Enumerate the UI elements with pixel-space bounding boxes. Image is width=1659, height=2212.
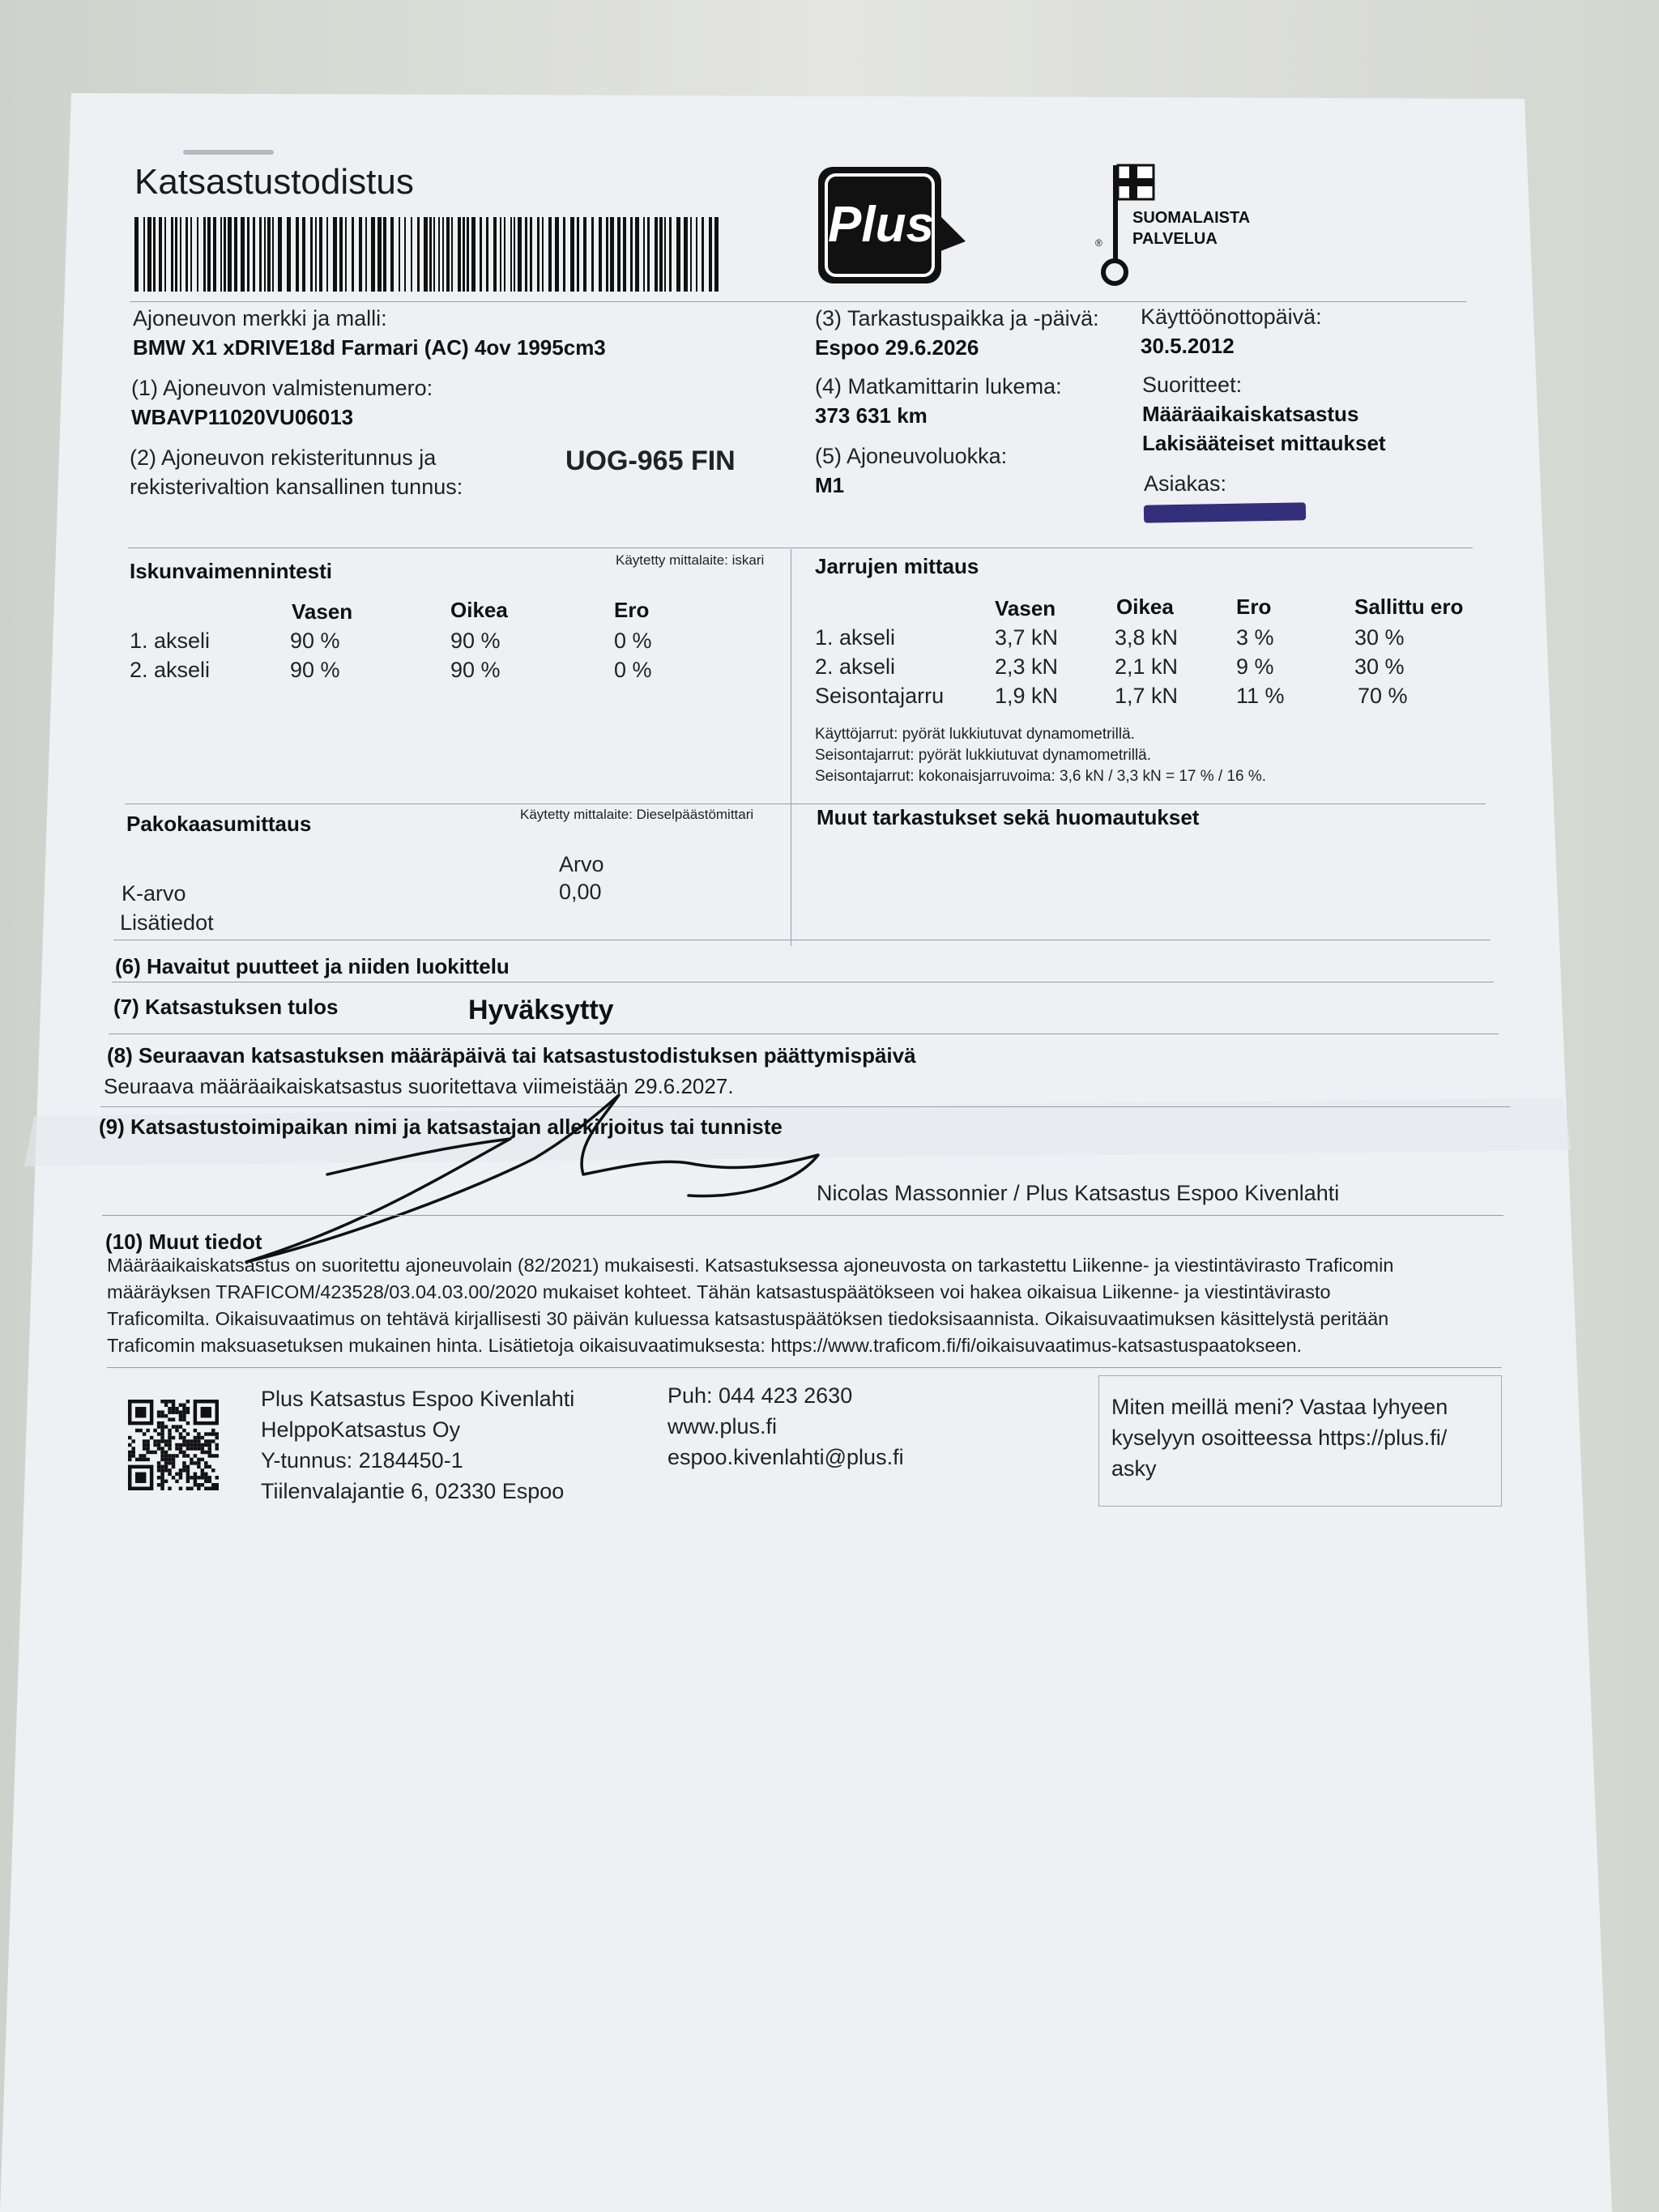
survey-line: Miten meillä meni? Vastaa lyhyeen [1111, 1395, 1448, 1419]
make-value: BMW X1 xDRIVE18d Farmari (AC) 4ov 1995cm3 [133, 335, 606, 360]
other-info-line: määräyksen TRAFICOM/423528/03.04.03.00/2020 mukaiset kohteet. Tähän katsastuspäätökseen voi hakea oikaisua Liikenne- ja viestintävirasto [107, 1281, 1331, 1302]
brakes-cell: 9 % [1236, 654, 1274, 679]
document-title: Katsastustodistus [134, 162, 414, 202]
survey-line: asky [1111, 1456, 1157, 1481]
brakes-row-label: 2. akseli [815, 654, 896, 679]
shock-cell: 90 % [450, 658, 501, 682]
result-title: (7) Katsastuksen tulos [113, 995, 339, 1019]
shock-title: Iskunvaimennintesti [130, 559, 332, 583]
intro-date-label: Käyttöönottopäivä: [1141, 305, 1322, 329]
result-value: Hyväksytty [468, 995, 614, 1025]
tasks-label: Suoritteet: [1142, 373, 1243, 397]
inspector-signature [235, 1090, 834, 1268]
shock-col-diff: Ero [614, 598, 650, 622]
company-line: Y-tunnus: 2184450-1 [261, 1448, 463, 1473]
contact-phone: Puh: 044 423 2630 [667, 1383, 853, 1408]
exhaust-col-value: Arvo [559, 852, 604, 876]
next-inspection-title: (8) Seuraavan katsastuksen määräpäivä tai katsastustodistuksen päättymispäivä [107, 1043, 916, 1068]
brakes-row-label: 1. akseli [815, 625, 896, 650]
brakes-cell: 70 % [1358, 684, 1408, 708]
shock-col-left: Vasen [292, 599, 353, 624]
survey-line: kyselyyn osoitteessa https://plus.fi/ [1111, 1426, 1448, 1450]
next-inspection-value: Seuraava määräaikaiskatsastus suoritettava viimeistään 29.6.2027. [104, 1074, 734, 1098]
brakes-cell: 2,1 kN [1115, 654, 1179, 679]
contact-email: espoo.kivenlahti@plus.fi [667, 1445, 904, 1469]
barcode [134, 217, 723, 292]
brakes-note: Käyttöjarrut: pyörät lukkiutuvat dynamometrillä. [815, 726, 1135, 743]
brakes-title: Jarrujen mittaus [815, 554, 979, 578]
odometer-label: (4) Matkamittarin lukema: [815, 374, 1062, 399]
brakes-cell: 30 % [1354, 625, 1405, 650]
shock-cell: 0 % [614, 629, 652, 653]
vin-label: (1) Ajoneuvon valmistenumero: [131, 376, 433, 400]
brakes-cell: 3,8 kN [1115, 625, 1179, 650]
plus-logo [815, 164, 967, 287]
contact-website: www.plus.fi [667, 1414, 778, 1438]
divider [102, 1215, 1503, 1216]
other-info-line: Traficomilta. Oikaisuvaatimus on tehtävä kirjallisesti 30 päivän kuluessa katsastuspäätöksen tiedoksisaannista. Oikaisuvaatimuksen käsittelystä peritään [107, 1308, 1389, 1329]
brakes-col-left: Vasen [995, 596, 1056, 620]
defects-title: (6) Havaitut puutteet ja niiden luokittelu [115, 954, 510, 978]
other-info-title: (10) Muut tiedot [105, 1230, 262, 1254]
vin-value: WBAVP11020VU06013 [131, 405, 354, 429]
other-checks-title: Muut tarkastukset sekä huomautukset [817, 805, 1200, 829]
seal-text-line-1: SUOMALAISTA [1132, 209, 1251, 227]
shock-cell: 90 % [290, 658, 340, 682]
odometer-value: 373 631 km [815, 403, 928, 428]
divider [125, 803, 1486, 804]
brakes-note: Seisontajarrut: pyörät lukkiutuvat dynamometrillä. [815, 747, 1152, 764]
company-line: Tiilenvalajantie 6, 02330 Espoo [261, 1479, 565, 1503]
reg-label-2: rekisterivaltion kansallinen tunnus: [130, 475, 463, 499]
intro-date-value: 30.5.2012 [1141, 334, 1235, 358]
reg-value: UOG-965 FIN [565, 445, 736, 476]
brakes-cell: 1,9 kN [995, 684, 1059, 708]
brakes-col-diff: Ero [1236, 595, 1272, 619]
company-line: HelppoKatsastus Oy [261, 1417, 461, 1442]
k-value: 0,00 [559, 880, 602, 904]
place-label: (3) Tarkastuspaikka ja -päivä: [815, 306, 1099, 330]
company-line: Plus Katsastus Espoo Kivenlahti [261, 1387, 575, 1411]
k-value-label: K-arvo [122, 881, 186, 906]
shock-row-label: 2. akseli [130, 658, 211, 682]
class-value: M1 [815, 473, 845, 497]
customer-label: Asiakas: [1144, 471, 1227, 496]
plus-logo-text: Plus [828, 197, 934, 253]
exhaust-device: Käytetty mittalaite: Dieselpäästömittari [520, 807, 754, 822]
reg-label-1: (2) Ajoneuvon rekisteritunnus ja [130, 445, 437, 470]
shock-cell: 90 % [450, 629, 501, 653]
brakes-cell: 3 % [1236, 625, 1274, 650]
shock-row-label: 1. akseli [130, 629, 211, 653]
task-item: Määräaikaiskatsastus [1142, 402, 1359, 426]
exhaust-title: Pakokaasumittaus [126, 812, 312, 836]
shock-cell: 90 % [290, 629, 340, 653]
brakes-row-label: Seisontajarru [815, 684, 945, 708]
inspector-name: Nicolas Massonnier / Plus Katsastus Espoo Kivenlahti [817, 1181, 1340, 1205]
divider [107, 1367, 1502, 1368]
svg-text:®: ® [1095, 237, 1102, 249]
brakes-cell: 3,7 kN [995, 625, 1059, 650]
task-item: Lakisääteiset mittaukset [1142, 431, 1386, 455]
brakes-col-allowed: Sallittu ero [1354, 595, 1464, 619]
shock-col-right: Oikea [450, 598, 508, 622]
shock-cell: 0 % [614, 658, 652, 682]
brakes-col-right: Oikea [1116, 595, 1174, 619]
shock-device: Käytetty mittalaite: iskari [616, 552, 765, 568]
brakes-cell: 2,3 kN [995, 654, 1059, 679]
exhaust-extra-label: Lisätiedot [120, 910, 214, 935]
other-info-line: Traficomin maksuasetuksen mukainen hinta. Lisätietoja oikaisuvaatimuksesta: https://www.traficom.fi/fi/oikaisuvaatimus-katsastuspaatokseen. [107, 1335, 1303, 1356]
divider [130, 301, 1466, 302]
class-label: (5) Ajoneuvoluokka: [815, 444, 1008, 468]
brakes-cell: 30 % [1354, 654, 1405, 679]
place-value: Espoo 29.6.2026 [815, 335, 979, 360]
make-label: Ajoneuvon merkki ja malli: [133, 306, 387, 330]
brakes-cell: 1,7 kN [1115, 684, 1179, 708]
brakes-cell: 11 % [1236, 684, 1285, 708]
brakes-note: Seisontajarrut: kokonaisjarruvoima: 3,6 kN / 3,3 kN = 17 % / 16 %. [815, 768, 1267, 785]
customer-redacted [1144, 502, 1306, 522]
inspector-title: (9) Katsastustoimipaikan nimi ja katsastajan allekirjoitus tai tunniste [99, 1115, 783, 1139]
seal-text-line-2: PALVELUA [1132, 230, 1218, 248]
qr-code [128, 1400, 219, 1490]
staple [183, 150, 274, 155]
other-info-line: Määräaikaiskatsastus on suoritettu ajoneuvolain (82/2021) mukaisesti. Katsastuksessa ajoneuvosta on tarkastettu Liikenne- ja viestintävirasto Traficomin [107, 1255, 1394, 1276]
